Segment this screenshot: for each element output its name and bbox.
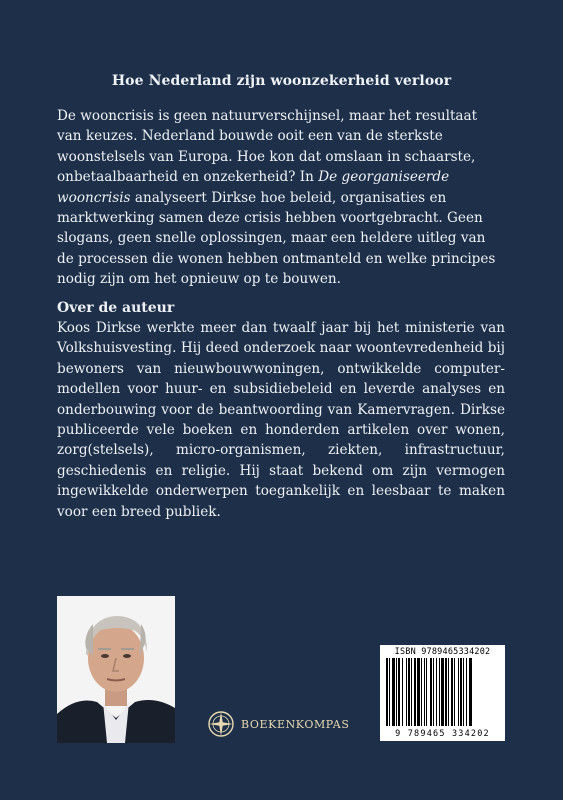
barcode-bar [421, 658, 422, 726]
compass-icon [207, 710, 235, 738]
barcode-bar [448, 658, 449, 726]
author-bio: Koos Dirkse werkte meer dan twaalf jaar bij het ministerie van Volkshuisvesting. Hij deed onderzoek naar woontevredenheid bij bewoners van nieuwbouwwoningen, ontwikkelde computer-modellen voor huur- en subsidiebeleid en leverde analyses en onderbouwing voor de beantwoording van Kamervragen. Dirkse publiceerde vele boeken en honderden artikelen over wonen, zorg(stelsels), micro-organismen, ziekten, infrastructuur, geschiedenis en religie. Hij staat bekend om zijn vermogen ingewikkelde onderwerpen toegankelijk en leesbaar te maken voor een breed publiek. [57, 320, 505, 520]
barcode-bar [451, 658, 453, 726]
author-portrait-icon [57, 596, 175, 743]
barcode-bar [414, 658, 416, 726]
barcode-bar [466, 658, 467, 726]
barcode-bar [433, 658, 434, 726]
author-heading: Over de auteur [57, 300, 175, 316]
barcode-digits: 9 789465 334202 [395, 729, 490, 739]
blurb-text-start: De wooncrisis is geen natuurverschijnsel, maar het resultaat van keuzes. Nederland bouwde ooit een van de sterkste woonstelsels van Europa. Hoe kon dat omslaan in schaarste, onbetaalbaarheid en onzekerheid? In [57, 108, 478, 186]
back-cover-title: Hoe Nederland zijn woonzekerheid verloor [111, 73, 452, 89]
barcode-bar [439, 658, 440, 726]
publisher-name: BOEKENKOMPAS [241, 717, 350, 731]
barcode-bars [386, 658, 499, 726]
barcode-bar [441, 658, 444, 726]
barcode-bar [430, 658, 432, 726]
book-blurb [57, 106, 505, 290]
barcode-bar [417, 658, 420, 726]
barcode-bar [458, 658, 459, 726]
publisher-logo [207, 710, 349, 738]
barcode-bar [424, 658, 425, 726]
author-photo [57, 596, 175, 743]
barcode-bar [392, 658, 395, 726]
barcode-bar [411, 658, 412, 726]
isbn-barcode [380, 645, 505, 741]
book-title-italic: De georganiseerde wooncrisis [57, 169, 450, 206]
barcode-bar [454, 658, 455, 726]
blurb-text-end: analyseert Dirkse hoe beleid, organisaties en marktwerking samen deze crisis hebben voortgebracht. Geen slogans, geen snelle oplossingen, maar een heldere uitleg van de processen die wonen hebben ontmanteld en welke principes nodig zijn om het opnieuw op te bouwen. [57, 189, 496, 288]
barcode-bar [463, 658, 464, 726]
barcode-bar [426, 658, 427, 726]
barcode-bar [398, 658, 400, 726]
isbn-label: ISBN 9789465334202 [394, 647, 491, 657]
barcode-bar [402, 658, 403, 726]
barcode-bar [406, 658, 407, 726]
barcode-bar [469, 658, 472, 726]
barcode-bar [460, 658, 462, 726]
barcode-bar [386, 658, 388, 726]
barcode-bar [408, 658, 410, 726]
barcode-bar [436, 658, 437, 726]
barcode-bar [389, 658, 390, 726]
barcode-bar [445, 658, 447, 726]
barcode-bar [396, 658, 397, 726]
